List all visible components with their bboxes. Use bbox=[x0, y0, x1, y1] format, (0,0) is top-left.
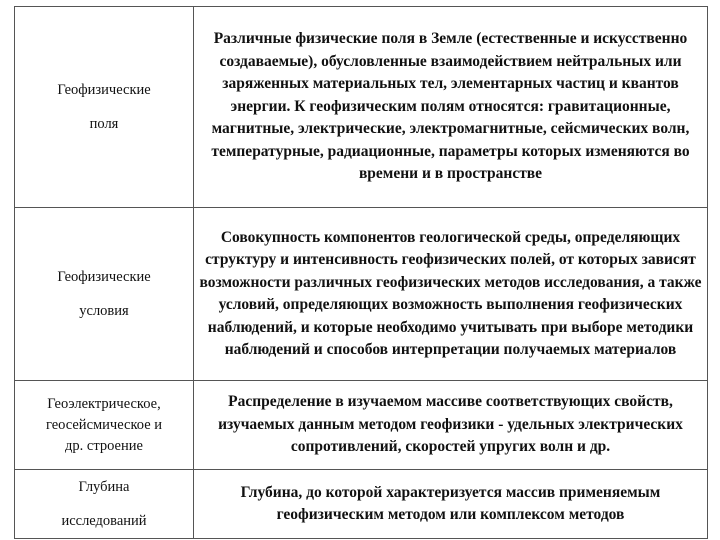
term-line: др. строение bbox=[65, 437, 143, 454]
definition-cell: Совокупность компонентов геологической среды, определяющих структуру и интенсивность геофизических полей, от которых зависят возможности различных геофизических методов исследования, а также условий, определяющих возможность выполнения геофизических наблюдений, и которые необходимо учитывать при выборе методики наблюдений и способов интерпретации получаемых материалов bbox=[194, 208, 708, 381]
term-line: Геоэлектрическое, bbox=[47, 395, 161, 412]
table-row bbox=[15, 470, 708, 539]
terms-table bbox=[14, 6, 708, 539]
table-row bbox=[15, 381, 708, 470]
table-row bbox=[15, 208, 708, 381]
definition-cell: Различные физические поля в Земле (естественные и искусственно создаваемые), обусловленные взаимодействием нейтральных или заряженных материальных тел, элементарных частиц и квантов энергии. К геофизическим полям относятся: гравитационные, магнитные, электрические, электромагнитные, сейсмических волн, температурные, радиационные, параметры которых изменяются во времени и в пространстве bbox=[194, 7, 708, 208]
term-cell bbox=[15, 470, 194, 539]
term-line: исследований bbox=[61, 513, 147, 529]
term-line: геосейсмическое и bbox=[45, 416, 163, 433]
term-line: Глубина bbox=[78, 479, 130, 495]
definition-cell: Глубина, до которой характеризуется массив применяемым геофизическим методом или комплексом методов bbox=[194, 470, 708, 539]
term-line: условия bbox=[79, 303, 129, 319]
term-line: поля bbox=[89, 116, 119, 132]
term-cell bbox=[15, 7, 194, 208]
table-row bbox=[15, 7, 708, 208]
term-line: Геофизические bbox=[57, 269, 151, 285]
definition-cell: Распределение в изучаемом массиве соответствующих свойств, изучаемых данным методом геофизики - удельных электрических сопротивлений, скоростей упругих волн и др. bbox=[194, 381, 708, 470]
term-cell bbox=[15, 381, 194, 470]
term-line: Геофизические bbox=[57, 82, 151, 98]
term-cell bbox=[15, 208, 194, 381]
document-page bbox=[14, 6, 708, 539]
